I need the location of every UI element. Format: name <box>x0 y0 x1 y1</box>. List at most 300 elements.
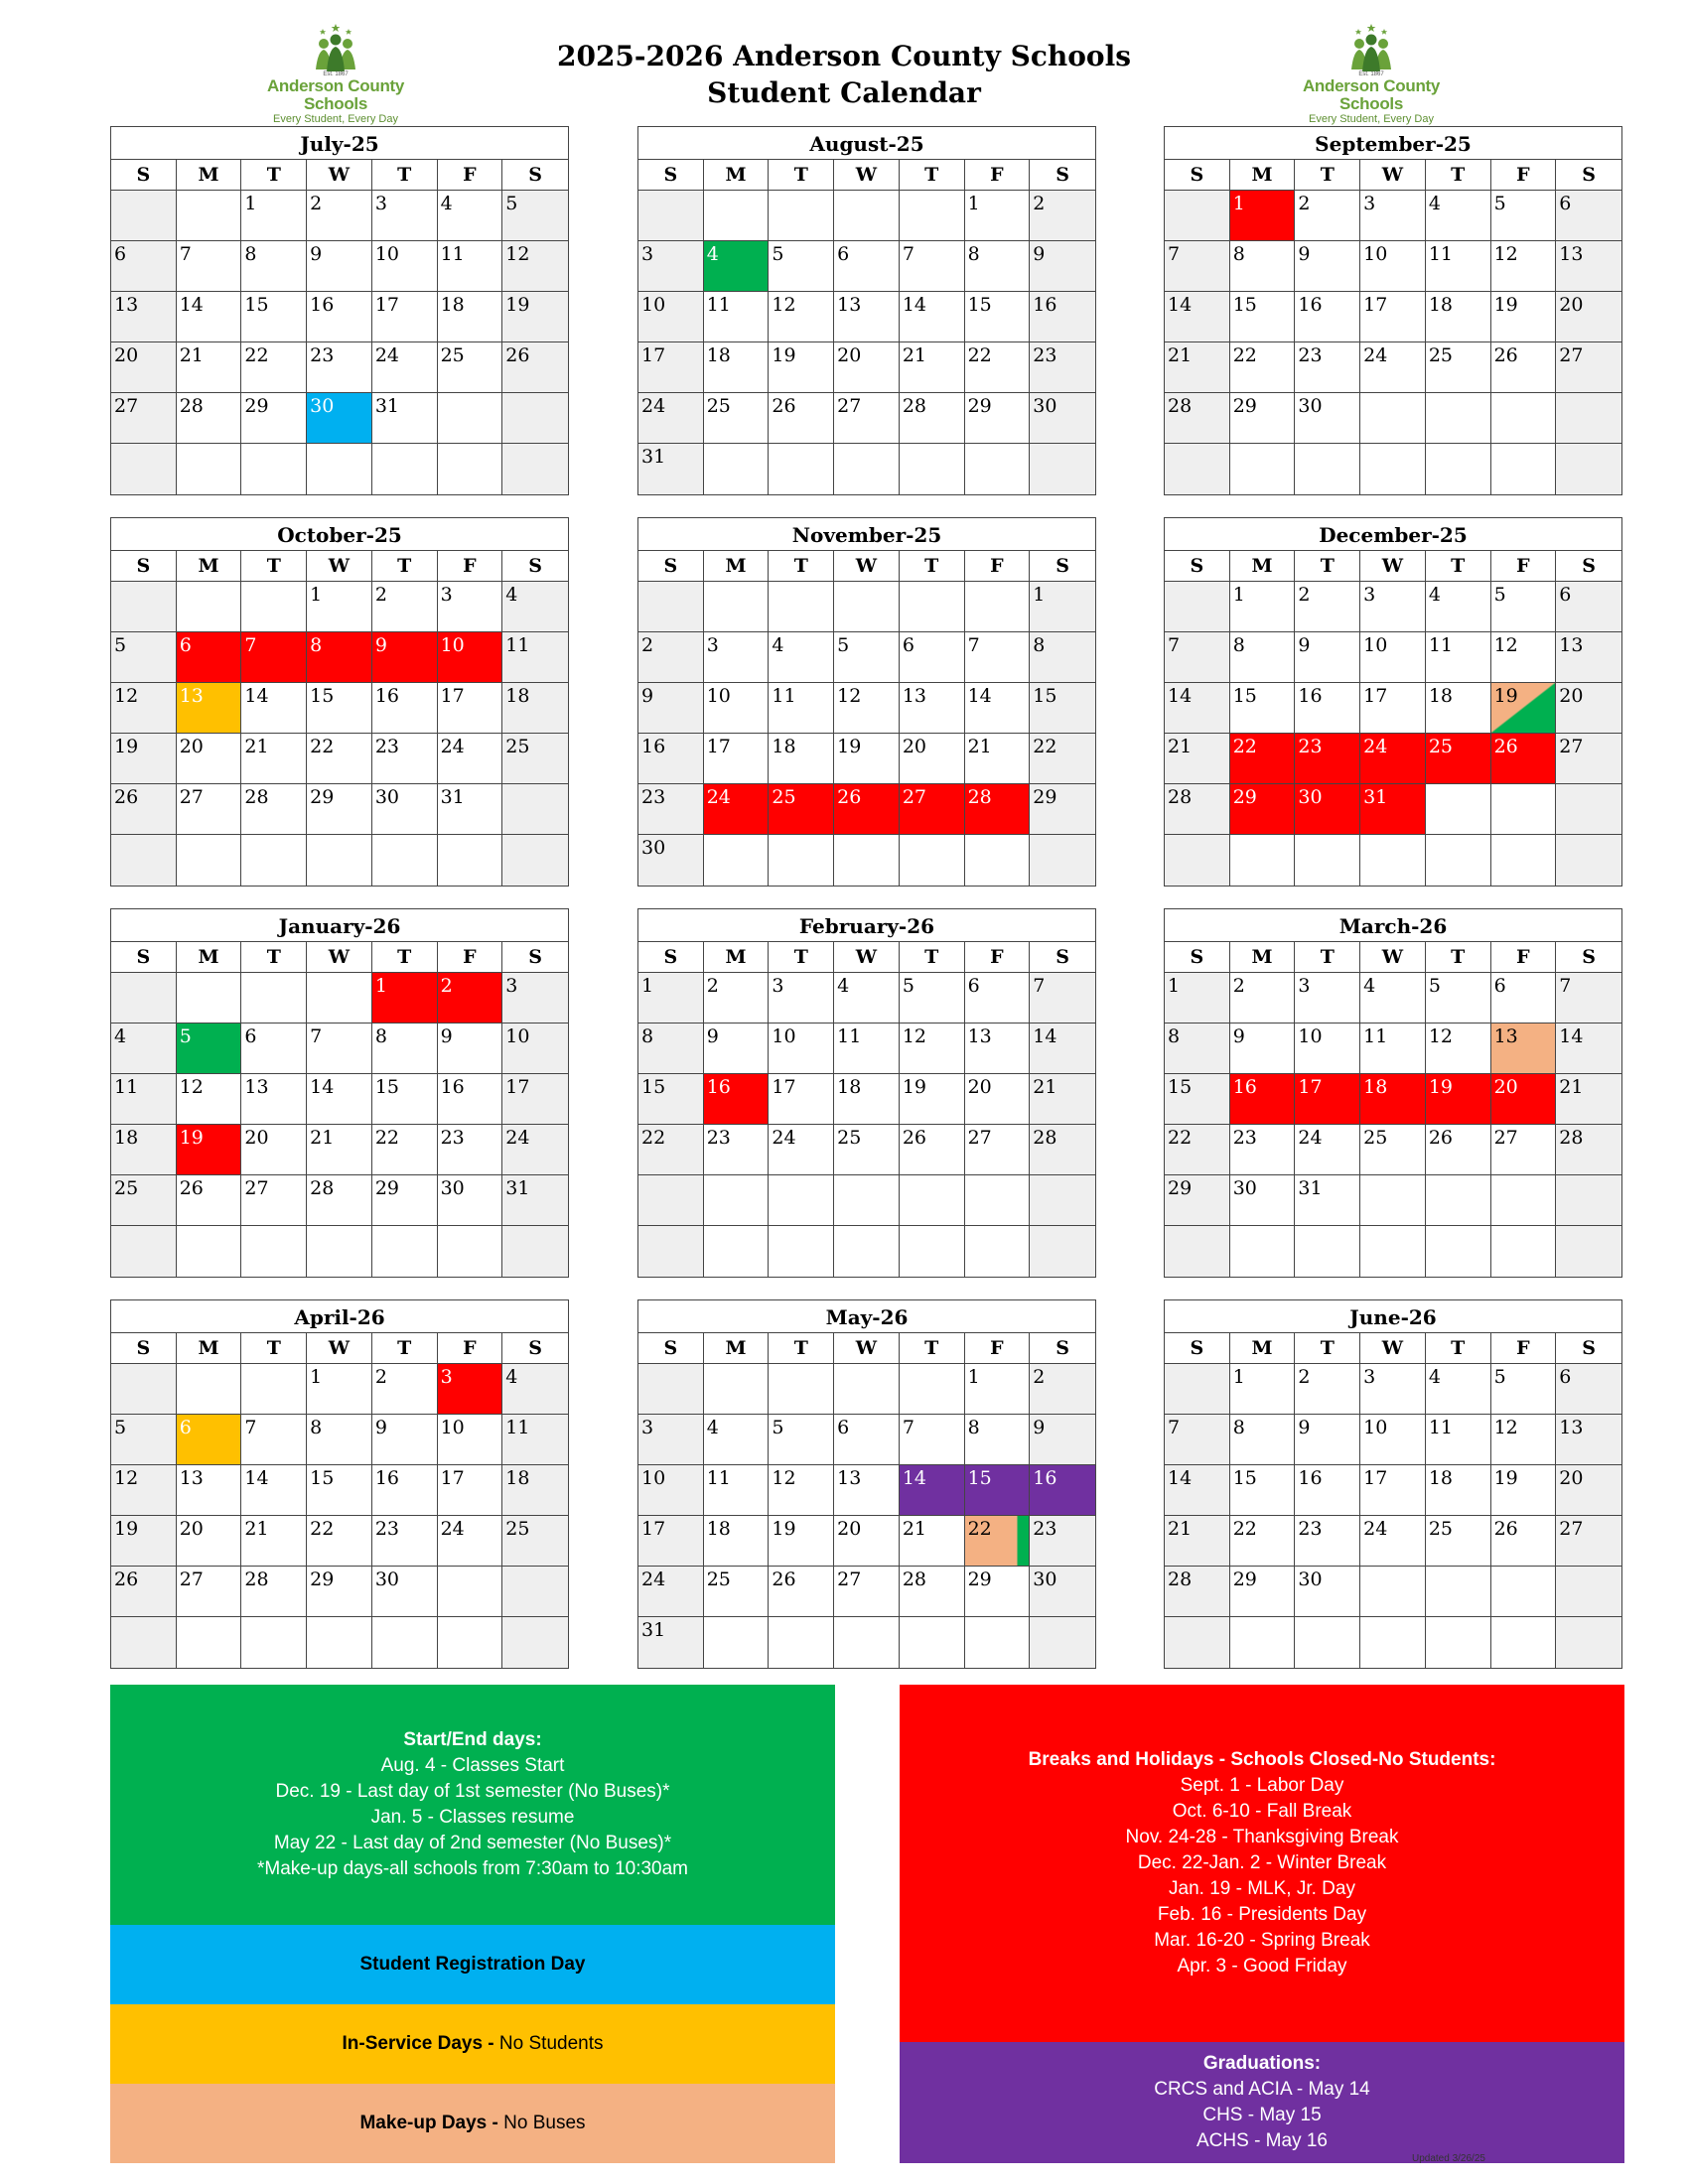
empty-cell <box>704 1364 770 1415</box>
page-title-line1: 2025-2026 Anderson County Schools <box>556 40 1131 72</box>
day-cell: 28 <box>177 393 242 444</box>
day-cell: 10 <box>438 632 503 683</box>
day-cell: 9 <box>1030 241 1095 292</box>
day-cell: 9 <box>1295 241 1360 292</box>
empty-cell <box>1556 784 1621 835</box>
weekday-label: S <box>528 1337 542 1359</box>
day-cell: 28 <box>307 1175 372 1226</box>
day-cell: 8 <box>1165 1024 1230 1074</box>
legend-start-end <box>110 1685 835 1925</box>
empty-cell <box>177 191 242 241</box>
day-cell: 20 <box>1556 292 1621 342</box>
weekday-label: T <box>1426 160 1491 190</box>
day-cell: 2 <box>638 632 704 683</box>
day-cell: 18 <box>704 1516 770 1567</box>
day-cell: 23 <box>372 734 438 784</box>
day-cell: 10 <box>769 1024 834 1074</box>
day-cell: 20 <box>900 734 965 784</box>
day-cell: 28 <box>1556 1125 1621 1175</box>
day-cell: 4 <box>1426 1364 1491 1415</box>
day-cell: 24 <box>372 342 438 393</box>
day-cell: 8 <box>1030 632 1095 683</box>
day-cell: 20 <box>1556 1465 1621 1516</box>
empty-cell <box>1295 1226 1360 1277</box>
empty-cell <box>1165 1617 1230 1668</box>
weekday-header <box>638 551 1095 582</box>
day-cell: 13 <box>1556 1415 1621 1465</box>
day-cell: 11 <box>438 241 503 292</box>
day-cell: 3 <box>1360 582 1426 632</box>
day-cell: 3 <box>502 973 568 1024</box>
day-cell: 18 <box>1426 292 1491 342</box>
weekday-label: S <box>1582 946 1596 968</box>
legend-start-end-line: Jan. 5 - Classes resume <box>370 1807 575 1828</box>
weekday-label: M <box>704 1333 770 1363</box>
empty-cell <box>111 835 177 886</box>
day-cell: 12 <box>834 683 900 734</box>
day-cell: 12 <box>502 241 568 292</box>
day-cell: 21 <box>900 342 965 393</box>
weekday-label: F <box>965 942 1031 972</box>
day-cell: 15 <box>965 292 1031 342</box>
day-cell: 12 <box>1491 632 1557 683</box>
empty-cell <box>111 1226 177 1277</box>
weekday-label: M <box>177 551 242 581</box>
month-title: September-25 <box>1165 127 1621 160</box>
month-calendar <box>1164 126 1622 495</box>
day-cell: 14 <box>1165 1465 1230 1516</box>
weekday-label: F <box>1491 942 1557 972</box>
empty-cell <box>177 1617 242 1668</box>
day-cell: 26 <box>177 1175 242 1226</box>
empty-cell <box>372 1226 438 1277</box>
day-cell: 27 <box>241 1175 307 1226</box>
empty-cell <box>241 1617 307 1668</box>
day-cell: 6 <box>1556 191 1621 241</box>
day-cell: 13 <box>965 1024 1031 1074</box>
empty-cell <box>638 1226 704 1277</box>
weekday-label: W <box>307 942 372 972</box>
weekday-label: F <box>1491 160 1557 190</box>
day-cell: 29 <box>241 393 307 444</box>
day-cell: 1 <box>965 191 1031 241</box>
day-cell: 23 <box>1030 342 1095 393</box>
weekday-label: S <box>1582 1337 1596 1359</box>
day-cell: 19 <box>1491 292 1557 342</box>
day-cell: 14 <box>1165 292 1230 342</box>
day-cell: 11 <box>834 1024 900 1074</box>
day-cell: 30 <box>1295 1567 1360 1617</box>
day-cell: 1 <box>1165 973 1230 1024</box>
empty-cell <box>1491 1617 1557 1668</box>
day-cell: 14 <box>307 1074 372 1125</box>
day-cell: 31 <box>638 1617 704 1668</box>
logo-figures-icon <box>306 22 365 73</box>
day-cell: 25 <box>704 393 770 444</box>
weekday-label: S <box>1582 555 1596 577</box>
empty-cell <box>502 784 568 835</box>
day-cell: 17 <box>769 1074 834 1125</box>
day-cell: 28 <box>900 393 965 444</box>
weekday-header <box>638 942 1095 973</box>
empty-cell <box>1165 835 1230 886</box>
district-logo-left <box>236 22 435 125</box>
day-cell: 3 <box>638 241 704 292</box>
day-cell: 5 <box>769 241 834 292</box>
empty-cell <box>111 444 177 494</box>
empty-cell <box>1426 784 1491 835</box>
day-cell: 21 <box>241 1516 307 1567</box>
day-cell: 28 <box>241 1567 307 1617</box>
weekday-label: S <box>1055 946 1069 968</box>
weekday-label: F <box>965 160 1031 190</box>
day-cell: 2 <box>307 191 372 241</box>
day-cell: 9 <box>372 1415 438 1465</box>
day-cell: 24 <box>1295 1125 1360 1175</box>
empty-cell <box>769 1364 834 1415</box>
weekday-label: F <box>1491 551 1557 581</box>
day-cell: 5 <box>1491 582 1557 632</box>
day-cell: 6 <box>1556 1364 1621 1415</box>
day-cell: 6 <box>834 241 900 292</box>
day-cell: 23 <box>704 1125 770 1175</box>
day-cell: 23 <box>372 1516 438 1567</box>
day-cell: 17 <box>372 292 438 342</box>
day-cell: 6 <box>965 973 1031 1024</box>
empty-cell <box>241 1226 307 1277</box>
day-cell: 17 <box>1360 683 1426 734</box>
empty-cell <box>1030 1226 1095 1277</box>
day-cell: 28 <box>900 1567 965 1617</box>
day-cell: 20 <box>177 734 242 784</box>
day-cell: 9 <box>1295 632 1360 683</box>
day-cell: 22 <box>1165 1125 1230 1175</box>
legend-graduation-line: CHS - May 15 <box>1202 2105 1322 2125</box>
weekday-header <box>638 160 1095 191</box>
day-cell: 21 <box>1165 342 1230 393</box>
day-cell: 21 <box>1030 1074 1095 1125</box>
day-cell: 22 <box>307 734 372 784</box>
weekday-header <box>1165 160 1621 191</box>
empty-cell <box>1360 393 1426 444</box>
day-cell: 11 <box>704 292 770 342</box>
weekday-label: W <box>307 160 372 190</box>
day-cell: 7 <box>307 1024 372 1074</box>
weekday-label: S <box>638 942 704 972</box>
day-cell: 17 <box>438 683 503 734</box>
weekday-label: S <box>638 551 704 581</box>
legend-start-end-line: Dec. 19 - Last day of 1st semester (No Buses)* <box>275 1781 670 1802</box>
month-title: February-26 <box>638 909 1095 942</box>
day-cell: 10 <box>1360 632 1426 683</box>
day-cell: 10 <box>638 292 704 342</box>
day-cell: 15 <box>1230 292 1296 342</box>
empty-cell <box>1556 1617 1621 1668</box>
empty-cell <box>502 1567 568 1617</box>
day-cell: 24 <box>1360 734 1426 784</box>
day-cell: 6 <box>1556 582 1621 632</box>
day-cell: 24 <box>638 393 704 444</box>
day-cell: 4 <box>502 582 568 632</box>
day-cell: 24 <box>438 734 503 784</box>
empty-cell <box>638 1175 704 1226</box>
empty-cell <box>965 835 1031 886</box>
month-calendar <box>1164 908 1622 1278</box>
weekday-label: S <box>111 942 177 972</box>
day-cell: 17 <box>438 1465 503 1516</box>
day-cell: 26 <box>111 1567 177 1617</box>
empty-cell <box>900 1226 965 1277</box>
day-cell: 10 <box>1360 1415 1426 1465</box>
day-cell: 29 <box>307 1567 372 1617</box>
day-cell: 27 <box>177 784 242 835</box>
day-cell: 7 <box>177 241 242 292</box>
day-cell: 25 <box>834 1125 900 1175</box>
weekday-label: S <box>1165 1333 1230 1363</box>
empty-cell <box>307 973 372 1024</box>
weekday-header <box>111 551 568 582</box>
empty-cell <box>307 1617 372 1668</box>
day-cell: 14 <box>241 1465 307 1516</box>
day-cell: 4 <box>111 1024 177 1074</box>
empty-cell <box>965 1226 1031 1277</box>
weekday-label: S <box>111 160 177 190</box>
weekday-header <box>1165 551 1621 582</box>
day-cell: 9 <box>704 1024 770 1074</box>
empty-cell <box>965 1175 1031 1226</box>
day-cell: 17 <box>638 1516 704 1567</box>
empty-cell <box>769 582 834 632</box>
day-grid <box>638 973 1095 1277</box>
day-cell: 12 <box>111 683 177 734</box>
empty-cell <box>1491 1567 1557 1617</box>
empty-cell <box>438 1617 503 1668</box>
empty-cell <box>438 835 503 886</box>
day-cell: 2 <box>1230 973 1296 1024</box>
day-cell: 29 <box>965 393 1031 444</box>
day-cell: 14 <box>241 683 307 734</box>
empty-cell <box>1360 1226 1426 1277</box>
empty-cell <box>111 973 177 1024</box>
day-cell: 13 <box>834 292 900 342</box>
day-cell: 29 <box>307 784 372 835</box>
empty-cell <box>241 1364 307 1415</box>
day-cell: 10 <box>638 1465 704 1516</box>
month-calendar <box>110 908 569 1278</box>
empty-cell <box>1426 835 1491 886</box>
day-cell: 29 <box>965 1567 1031 1617</box>
day-cell: 19 <box>177 1125 242 1175</box>
weekday-label: T <box>1295 160 1360 190</box>
weekday-label: W <box>1360 942 1426 972</box>
weekday-label: T <box>372 160 438 190</box>
empty-cell <box>834 835 900 886</box>
day-cell: 12 <box>769 292 834 342</box>
day-cell: 26 <box>769 393 834 444</box>
day-cell: 26 <box>111 784 177 835</box>
day-cell: 18 <box>502 683 568 734</box>
day-cell: 5 <box>111 1415 177 1465</box>
day-cell: 1 <box>1030 582 1095 632</box>
empty-cell <box>1556 835 1621 886</box>
empty-cell <box>241 582 307 632</box>
day-grid <box>638 1364 1095 1668</box>
day-cell: 21 <box>965 734 1031 784</box>
legend-start-end-line: Aug. 4 - Classes Start <box>380 1755 565 1776</box>
day-cell: 21 <box>1165 1516 1230 1567</box>
day-cell: 17 <box>638 342 704 393</box>
empty-cell <box>307 835 372 886</box>
day-cell: 3 <box>704 632 770 683</box>
day-grid <box>638 191 1095 494</box>
empty-cell <box>704 444 770 494</box>
empty-cell <box>1295 444 1360 494</box>
empty-cell <box>1491 1226 1557 1277</box>
day-cell: 7 <box>1165 1415 1230 1465</box>
day-cell: 21 <box>1165 734 1230 784</box>
day-cell: 27 <box>1491 1125 1557 1175</box>
day-cell: 2 <box>1295 582 1360 632</box>
day-cell: 19 <box>900 1074 965 1125</box>
day-cell: 5 <box>1426 973 1491 1024</box>
day-cell: 2 <box>372 1364 438 1415</box>
district-logo-right <box>1272 22 1471 125</box>
empty-cell <box>1556 1175 1621 1226</box>
day-cell: 21 <box>241 734 307 784</box>
day-cell: 23 <box>1230 1125 1296 1175</box>
day-cell: 28 <box>1165 784 1230 835</box>
day-grid <box>638 582 1095 886</box>
weekday-label: T <box>241 160 307 190</box>
day-cell: 18 <box>1360 1074 1426 1125</box>
day-cell: 22 <box>965 342 1031 393</box>
empty-cell <box>307 444 372 494</box>
day-cell: 6 <box>177 632 242 683</box>
day-cell: 14 <box>965 683 1031 734</box>
empty-cell <box>1230 1226 1296 1277</box>
day-cell: 2 <box>1295 191 1360 241</box>
day-cell: 30 <box>1230 1175 1296 1226</box>
updated-note: Updated 3/26/25 <box>1412 2153 1485 2164</box>
weekday-label: S <box>528 164 542 186</box>
day-cell: 30 <box>1295 393 1360 444</box>
empty-cell <box>1030 835 1095 886</box>
empty-cell <box>769 444 834 494</box>
day-cell: 1 <box>638 973 704 1024</box>
empty-cell <box>177 835 242 886</box>
day-cell: 11 <box>502 1415 568 1465</box>
empty-cell <box>1426 1617 1491 1668</box>
empty-cell <box>307 1226 372 1277</box>
day-cell: 3 <box>769 973 834 1024</box>
empty-cell <box>438 1567 503 1617</box>
month-title: October-25 <box>111 518 568 551</box>
day-cell: 15 <box>1230 1465 1296 1516</box>
day-cell: 23 <box>438 1125 503 1175</box>
legend-registration-heading: Student Registration Day <box>359 1954 586 1975</box>
empty-cell <box>900 191 965 241</box>
day-cell: 3 <box>438 582 503 632</box>
empty-cell <box>177 444 242 494</box>
day-cell: 22 <box>1030 734 1095 784</box>
empty-cell <box>1295 1617 1360 1668</box>
month-title: March-26 <box>1165 909 1621 942</box>
weekday-label: M <box>704 551 770 581</box>
empty-cell <box>834 582 900 632</box>
day-cell: 9 <box>638 683 704 734</box>
weekday-label: S <box>1165 942 1230 972</box>
day-cell: 19 <box>834 734 900 784</box>
day-cell: 25 <box>1426 1516 1491 1567</box>
day-cell: 23 <box>1030 1516 1095 1567</box>
empty-cell <box>1491 1175 1557 1226</box>
weekday-label: T <box>900 551 965 581</box>
day-cell: 5 <box>1491 191 1557 241</box>
empty-cell <box>1030 1617 1095 1668</box>
day-cell: 5 <box>834 632 900 683</box>
empty-cell <box>502 393 568 444</box>
weekday-label: T <box>1295 1333 1360 1363</box>
day-cell: 27 <box>177 1567 242 1617</box>
weekday-label: W <box>834 551 900 581</box>
weekday-label: M <box>704 942 770 972</box>
day-cell: 18 <box>704 342 770 393</box>
empty-cell <box>1165 1364 1230 1415</box>
legend-graduation-heading: Graduations: <box>1202 2053 1322 2074</box>
day-cell: 2 <box>1030 1364 1095 1415</box>
empty-cell <box>834 1175 900 1226</box>
page-title-line2: Student Calendar <box>707 76 981 109</box>
month-calendar <box>637 517 1096 887</box>
day-cell: 14 <box>1556 1024 1621 1074</box>
day-cell: 24 <box>438 1516 503 1567</box>
day-cell: 16 <box>1230 1074 1296 1125</box>
day-cell: 10 <box>438 1415 503 1465</box>
day-cell: 20 <box>834 1516 900 1567</box>
day-cell: 16 <box>638 734 704 784</box>
day-cell: 28 <box>965 784 1031 835</box>
empty-cell <box>834 444 900 494</box>
day-cell: 9 <box>1030 1415 1095 1465</box>
day-cell: 18 <box>834 1074 900 1125</box>
weekday-label: T <box>1426 942 1491 972</box>
empty-cell <box>1491 444 1557 494</box>
day-cell: 19 <box>502 292 568 342</box>
month-title: August-25 <box>638 127 1095 160</box>
day-cell: 2 <box>372 582 438 632</box>
weekday-label: T <box>241 942 307 972</box>
day-cell: 30 <box>1030 393 1095 444</box>
day-cell: 1 <box>1230 191 1296 241</box>
day-cell: 6 <box>177 1415 242 1465</box>
day-cell: 11 <box>1360 1024 1426 1074</box>
empty-cell <box>1426 1567 1491 1617</box>
empty-cell <box>1360 1175 1426 1226</box>
day-cell: 6 <box>900 632 965 683</box>
weekday-label: F <box>438 1333 503 1363</box>
day-cell: 10 <box>1360 241 1426 292</box>
day-cell: 17 <box>1295 1074 1360 1125</box>
empty-cell <box>769 191 834 241</box>
day-cell: 18 <box>1426 1465 1491 1516</box>
weekday-label: T <box>769 942 834 972</box>
empty-cell <box>372 835 438 886</box>
weekday-label: T <box>900 1333 965 1363</box>
day-cell: 26 <box>502 342 568 393</box>
day-cell: 22 <box>1230 342 1296 393</box>
day-cell: 2 <box>438 973 503 1024</box>
empty-cell <box>704 191 770 241</box>
